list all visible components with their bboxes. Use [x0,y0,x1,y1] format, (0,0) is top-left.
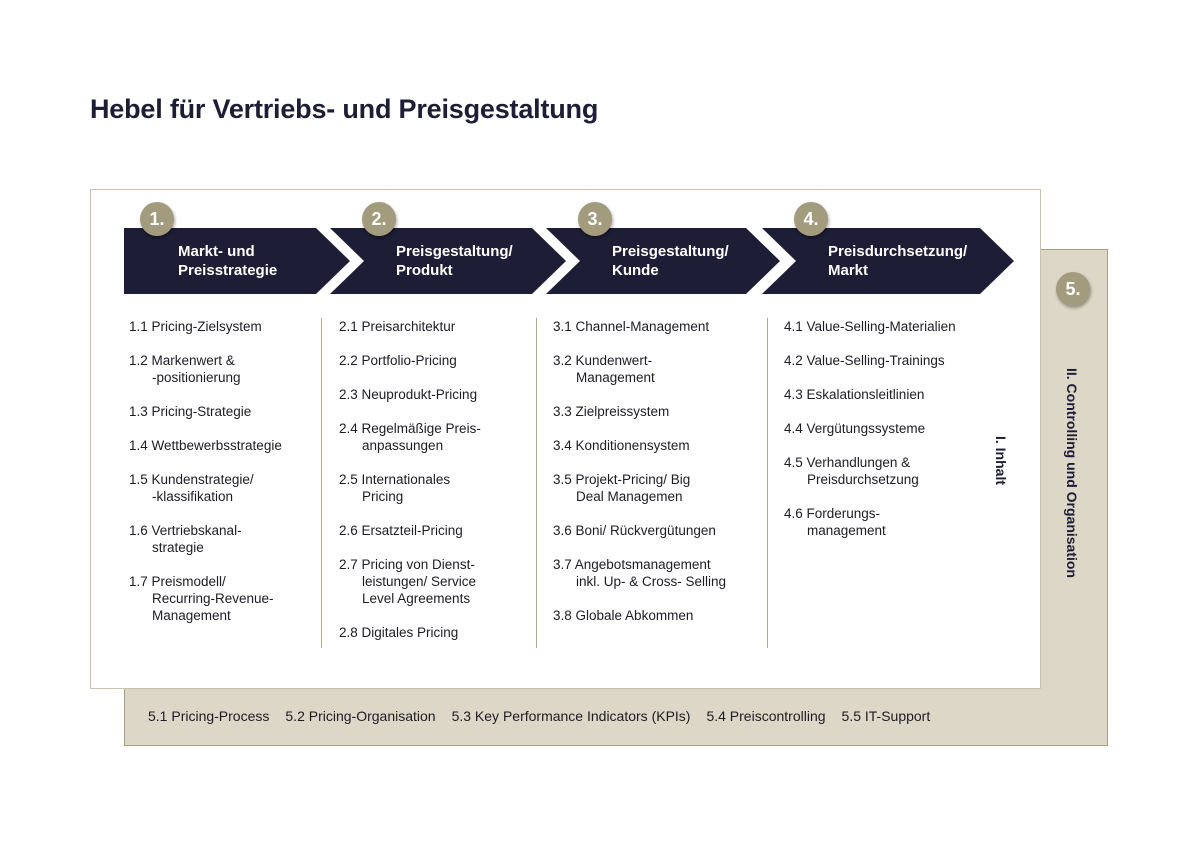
column-divider-3 [767,318,768,648]
list-item: 4.1 Value-Selling-Materialien [784,319,956,334]
column-3-list [553,318,726,641]
step-label-1: Markt- und Preisstrategie [178,243,278,279]
list-item: 3.4 Konditionensystem [553,438,690,453]
list-item: 4.5 Verhandlungen & Preisdurchsetzung [784,455,919,487]
column-divider-2 [536,318,537,648]
section-label-inhalt: I. Inhalt [993,436,1009,485]
list-item: 2.5 Internationales Pricing [339,472,451,504]
column-2-list [339,318,481,658]
list-item: 2.4 Regelmäßige Preis- anpassungen [339,421,481,453]
controlling-item: 5.2 Pricing-Organisation [285,708,436,724]
list-item: 1.7 Preismodell/ Recurring-Revenue- Management [129,574,274,623]
step-badge-1: 1. [140,202,174,236]
list-item: 4.4 Vergütungssysteme [784,421,926,436]
list-item: 2.1 Preisarchitektur [339,319,456,334]
step-label-4: Preisdurchsetzung/ Markt [828,243,968,279]
page-title: Hebel für Vertriebs- und Preisgestaltung [90,94,599,124]
list-item: 4.6 Forderungs- management [784,506,886,538]
list-item: 3.1 Channel-Management [553,319,710,334]
list-item: 3.2 Kundenwert- Management [553,353,655,385]
list-item: 1.3 Pricing-Strategie [129,404,252,419]
list-item: 2.2 Portfolio-Pricing [339,353,457,368]
list-item: 2.6 Ersatzteil-Pricing [339,523,463,538]
list-item: 4.2 Value-Selling-Trainings [784,353,945,368]
list-item: 2.7 Pricing von Dienst- leistungen/ Service Level Agreements [339,557,477,606]
list-item: 3.3 Zielpreissystem [553,404,670,419]
list-item: 3.8 Globale Abkommen [553,608,694,623]
list-item: 1.1 Pricing-Zielsystem [129,319,262,334]
step-label-2: Preisgestaltung/ Produkt [396,243,513,279]
controlling-item: 5.3 Key Performance Indicators (KPIs) [451,708,691,724]
list-item: 1.5 Kundenstrategie/ -klassifikation [129,472,254,504]
controlling-items-row [148,708,930,724]
list-item: 1.6 Vertriebskanal- strategie [129,523,242,555]
list-item: 1.2 Markenwert & -positionierung [129,353,241,385]
list-item: 3.5 Projekt-Pricing/ Big Deal Managemen [553,472,691,504]
step-badge-3: 3. [578,202,612,236]
section-label-controlling: II. Controlling und Organisation [1064,368,1080,578]
controlling-item: 5.5 IT-Support [841,708,931,724]
step-label-3: Preisgestaltung/ Kunde [612,243,729,279]
column-4-list [784,318,956,556]
list-item: 3.7 Angebotsmanagement inkl. Up- & Cross- Selling [553,557,727,589]
column-divider-1 [321,318,322,648]
list-item: 2.8 Digitales Pricing [339,625,459,640]
list-item: 3.6 Boni/ Rückvergütungen [553,523,716,538]
step-badge-4: 4. [794,202,828,236]
column-1-list [129,318,282,641]
controlling-item: 5.1 Pricing-Process [148,708,270,724]
step-badge-2: 2. [362,202,396,236]
list-item: 4.3 Eskalationsleitlinien [784,387,925,402]
controlling-item: 5.4 Preiscontrolling [706,708,826,724]
step-badge-5: 5. [1056,272,1090,306]
list-item: 1.4 Wettbewerbsstrategie [129,438,282,453]
list-item: 2.3 Neuprodukt-Pricing [339,387,478,402]
